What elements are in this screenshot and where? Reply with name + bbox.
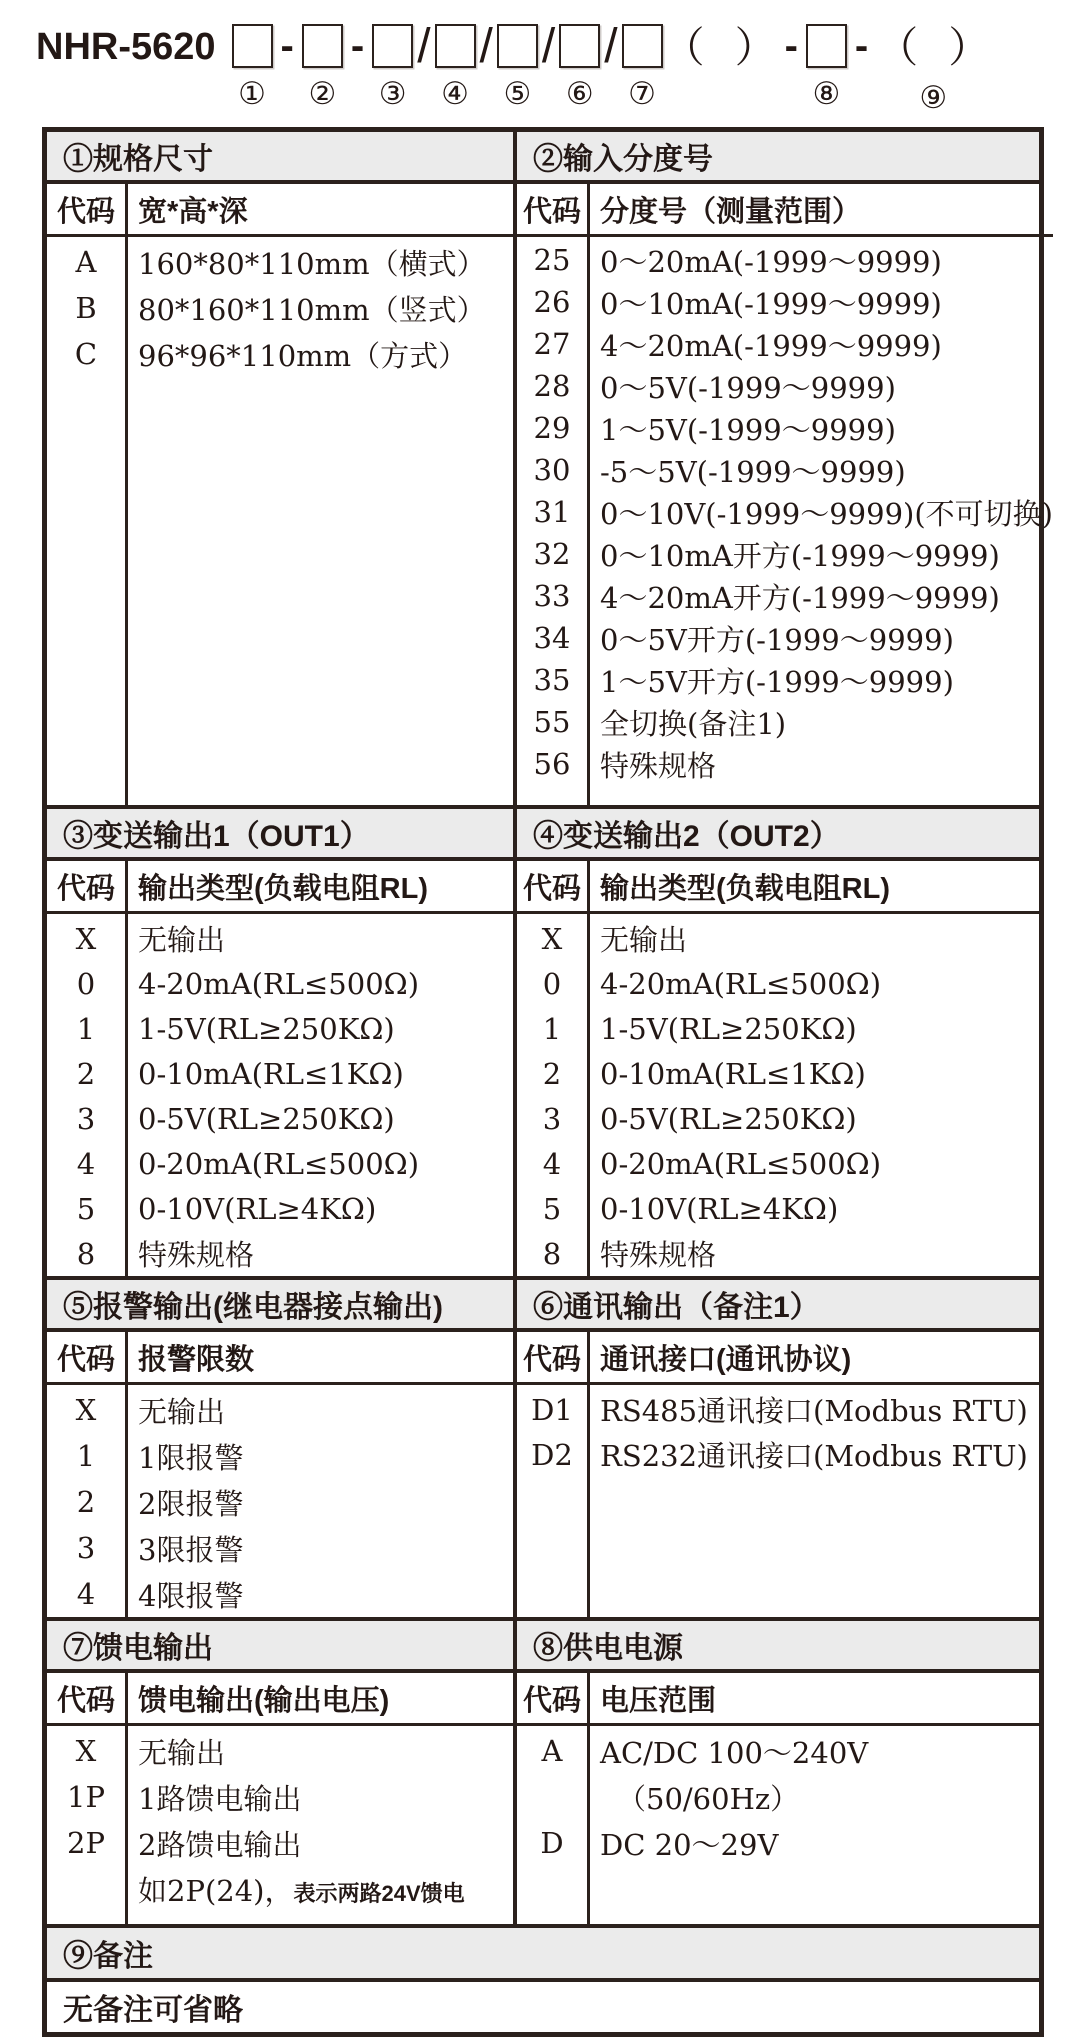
section2-col-code: 代码 <box>522 195 581 228</box>
row-desc: 1-5V(RL≥250KΩ) <box>600 1011 857 1046</box>
table-row <box>47 331 513 377</box>
code-box-2 <box>302 24 343 68</box>
row-code: 3 <box>76 1101 96 1136</box>
row-code: 2P <box>67 1826 105 1860</box>
block-feed-power <box>47 1621 1039 1928</box>
code-position-6 <box>559 24 600 111</box>
row-desc-note: 表示两路24V馈电 <box>293 1880 465 1906</box>
table-row <box>517 239 1053 281</box>
row-code: C <box>74 337 98 371</box>
block-transmit-outputs <box>47 809 1039 1280</box>
table-row <box>517 491 1053 533</box>
row-desc: RS232通讯接口(Modbus RTU) <box>600 1439 1028 1473</box>
code-position-1 <box>232 24 273 111</box>
row-desc: RS485通讯接口(Modbus RTU) <box>600 1394 1028 1428</box>
row-desc: 无输出 <box>600 923 688 957</box>
row-code: 4 <box>76 1577 96 1611</box>
code-column-divider <box>587 861 590 1276</box>
slash-separator: / <box>479 20 493 73</box>
row-desc: 0-20mA(RL≤500Ω) <box>600 1146 882 1181</box>
row-desc: 80*160*110mm（竖式） <box>138 292 486 327</box>
row-code: 1 <box>542 1011 562 1046</box>
section5-body <box>47 1332 513 1617</box>
row-desc: 0-10mA(RL≤1KΩ) <box>600 1056 866 1091</box>
circled-4: ④ <box>441 76 469 112</box>
code-box-1 <box>232 24 273 68</box>
table-row <box>517 1096 1039 1141</box>
section9-title: ⑨备注 <box>63 1940 153 1973</box>
row-code: 25 <box>533 243 571 277</box>
row-code: 2 <box>542 1056 562 1091</box>
table-row <box>47 1774 513 1820</box>
row-desc: （50/60Hz） <box>617 1781 800 1816</box>
circled-2: ② <box>308 76 337 112</box>
row-desc: 无输出 <box>138 1735 226 1770</box>
row-desc: 0-10V(RL≥4KΩ) <box>138 1191 377 1226</box>
section4-col-code: 代码 <box>522 872 581 905</box>
row-code: 26 <box>533 285 571 319</box>
code-box-4 <box>435 24 476 68</box>
row-desc: 4-20mA(RL≤500Ω) <box>600 966 882 1001</box>
circled-8: ⑧ <box>812 76 841 112</box>
section8-col-desc: 电压范围 <box>600 1684 717 1717</box>
table-row <box>517 1231 1039 1276</box>
row-code: 35 <box>533 663 571 697</box>
row-code: 5 <box>76 1191 96 1226</box>
row-code: 2 <box>76 1485 96 1519</box>
table-row <box>47 1186 513 1231</box>
code-column-divider <box>125 1332 128 1617</box>
model-number: NHR-5620 <box>36 26 216 68</box>
slash-separator: / <box>417 20 431 73</box>
code-box-5 <box>497 24 538 68</box>
table-row <box>517 1728 1039 1774</box>
row-code: 32 <box>533 537 571 571</box>
row-code: B <box>75 291 97 325</box>
row-desc: 4～20mA开方(-1999～9999) <box>600 580 1000 615</box>
row-code: X <box>75 921 97 956</box>
section6-body <box>517 1332 1039 1617</box>
code-position-3 <box>372 24 413 111</box>
row-code: 33 <box>533 579 571 613</box>
code-position-2 <box>302 24 343 111</box>
ordering-table <box>42 127 1053 2037</box>
code-box-3 <box>372 24 413 68</box>
section4-col-desc: 输出类型(负载电阻RL) <box>600 872 890 905</box>
row-code: X <box>541 921 563 956</box>
section1-body <box>47 184 513 805</box>
table-row <box>47 1387 513 1433</box>
code-column-divider <box>125 184 128 805</box>
paren-open: （ <box>876 24 919 71</box>
code-position-9 <box>876 24 990 115</box>
code-position-8 <box>806 24 847 111</box>
table-row <box>47 285 513 331</box>
row-desc-main: 如2P(24)， <box>138 1873 294 1908</box>
circled-3: ③ <box>378 76 407 112</box>
block-size-input <box>47 132 1053 809</box>
row-code: 27 <box>533 327 571 361</box>
row-code: D <box>540 1826 564 1860</box>
table-row <box>517 281 1053 323</box>
row-desc: 0～5V开方(-1999～9999) <box>600 622 954 657</box>
table-row <box>47 1728 513 1774</box>
row-desc: 0-20mA(RL≤500Ω) <box>138 1146 420 1181</box>
row-code: 28 <box>533 369 571 403</box>
table-row <box>517 1186 1039 1231</box>
code-position-5 <box>497 24 538 111</box>
slash-separator: / <box>541 20 556 73</box>
table-row <box>47 239 513 285</box>
row-desc: 160*80*110mm（横式） <box>138 246 486 281</box>
remark-note: 无备注可省略 <box>63 1994 243 2027</box>
table-row <box>517 659 1053 701</box>
section2-col-desc: 分度号（测量范围） <box>600 195 862 228</box>
section6-col-desc: 通讯接口(通讯协议) <box>600 1343 852 1376</box>
row-code: 1 <box>76 1011 96 1046</box>
table-row <box>47 1051 513 1096</box>
row-code: 1P <box>67 1780 105 1814</box>
section7-col-desc: 馈电输出(输出电压) <box>138 1684 390 1717</box>
table-row <box>517 1774 1039 1820</box>
row-desc: 2路馈电输出 <box>138 1827 302 1862</box>
section6-title: ⑥通讯输出（备注1） <box>533 1291 820 1324</box>
table-row <box>47 1571 513 1617</box>
row-code: 5 <box>542 1191 562 1226</box>
table-row <box>47 1479 513 1525</box>
section8-col-code: 代码 <box>522 1684 581 1717</box>
section5-title: ⑤报警输出(继电器接点输出) <box>63 1291 443 1324</box>
section7-body <box>47 1673 513 1924</box>
code-box-6 <box>559 24 600 68</box>
code-position-4 <box>435 24 476 111</box>
row-desc: 1-5V(RL≥250KΩ) <box>138 1011 395 1046</box>
section8-body <box>517 1673 1039 1924</box>
section7-title: ⑦馈电输出 <box>63 1632 213 1665</box>
code-position-7 <box>622 24 663 111</box>
slash-separator: / <box>604 20 618 73</box>
row-desc: 无输出 <box>138 923 226 957</box>
row-code: D2 <box>531 1437 573 1472</box>
row-code: 4 <box>542 1146 562 1181</box>
row-code: 29 <box>533 411 571 445</box>
row-desc: -5～5V(-1999～9999) <box>600 454 906 489</box>
row-desc: 0～20mA(-1999～9999) <box>600 244 942 279</box>
paren-close: ） <box>948 24 991 71</box>
row-desc: 0-10mA(RL≤1KΩ) <box>138 1056 404 1091</box>
section-header-band <box>47 809 1039 861</box>
row-desc: 1路馈电输出 <box>138 1781 302 1816</box>
section8-title: ⑧供电电源 <box>533 1632 683 1665</box>
row-code: 34 <box>533 621 571 655</box>
row-code: X <box>75 1734 97 1768</box>
table-row <box>517 1051 1039 1096</box>
table-row <box>47 1006 513 1051</box>
row-desc: 1～5V(-1999～9999) <box>600 412 896 447</box>
section-header-band <box>47 1928 1039 1982</box>
model-code-line <box>36 20 1056 116</box>
paren-close: ） <box>734 24 777 71</box>
row-desc: 无输出 <box>138 1394 226 1429</box>
row-code: 8 <box>542 1236 562 1271</box>
section6-col-code: 代码 <box>522 1343 581 1376</box>
section1-col-desc: 宽*高*深 <box>138 195 248 228</box>
dash-separator: - <box>854 24 869 68</box>
table-row <box>47 916 513 961</box>
row-code: 31 <box>533 495 571 529</box>
table-row <box>47 1141 513 1186</box>
row-desc: 0～5V(-1999～9999) <box>600 370 896 405</box>
code-column-divider <box>587 184 590 805</box>
section3-title: ③变送输出1（OUT1） <box>63 820 370 853</box>
paren-group-7 <box>663 24 777 72</box>
row-code: 8 <box>76 1236 96 1271</box>
code-column-divider <box>125 1673 128 1924</box>
table-row <box>517 961 1039 1006</box>
table-row <box>517 1432 1039 1477</box>
row-desc: 4～20mA(-1999～9999) <box>600 328 942 363</box>
section4-title: ④变送输出2（OUT2） <box>533 820 840 853</box>
block-alarm-comm <box>47 1280 1039 1621</box>
dash-separator: - <box>350 24 365 68</box>
table-row <box>517 1820 1039 1866</box>
code-column-divider <box>125 861 128 1276</box>
row-code: 3 <box>76 1531 96 1565</box>
section1-title: ①规格尺寸 <box>63 143 213 176</box>
section4-body <box>517 861 1039 1276</box>
row-desc: 0-10V(RL≥4KΩ) <box>600 1191 839 1226</box>
row-code: X <box>75 1393 97 1427</box>
row-code: 0 <box>76 966 96 1001</box>
section5-col-desc: 报警限数 <box>138 1343 255 1376</box>
code-column-divider <box>587 1673 590 1924</box>
table-row <box>47 1231 513 1276</box>
row-code: 30 <box>533 453 571 487</box>
table-row <box>517 449 1053 491</box>
table-row <box>517 1141 1039 1186</box>
circled-1: ① <box>238 76 266 112</box>
row-desc <box>125 1869 465 1910</box>
row-desc: DC 20～29V <box>600 1827 779 1862</box>
row-desc: 特殊规格 <box>600 1238 717 1272</box>
table-row <box>517 1006 1039 1051</box>
table-row <box>517 617 1053 659</box>
section-header-band <box>47 1280 1039 1332</box>
table-row <box>47 1096 513 1141</box>
row-code: 4 <box>76 1146 96 1181</box>
table-row <box>517 916 1039 961</box>
dash-separator: - <box>784 24 798 68</box>
section3-body <box>47 861 513 1276</box>
row-desc: 1～5V开方(-1999～9999) <box>600 664 954 699</box>
table-row <box>517 407 1053 449</box>
section3-col-code: 代码 <box>56 872 115 905</box>
row-desc: 0～10mA(-1999～9999) <box>600 286 942 321</box>
section-header-band <box>47 1621 1039 1673</box>
section2-title: ②输入分度号 <box>533 143 713 176</box>
table-row <box>517 575 1053 617</box>
table-row <box>517 743 1053 785</box>
row-desc: 2限报警 <box>138 1486 244 1521</box>
section2-body <box>517 184 1053 805</box>
row-desc: 0-5V(RL≥250KΩ) <box>600 1101 857 1136</box>
circled-5: ⑤ <box>503 76 532 112</box>
table-row <box>47 961 513 1006</box>
table-row <box>517 323 1053 365</box>
code-column-divider <box>587 1332 590 1617</box>
row-desc: AC/DC 100～240V <box>600 1735 869 1770</box>
code-box-7 <box>622 24 663 68</box>
circled-7: ⑦ <box>628 76 656 112</box>
row-code: 55 <box>533 705 571 739</box>
section-header-band <box>47 132 1039 184</box>
section5-col-code: 代码 <box>56 1343 115 1376</box>
section3-col-desc: 输出类型(负载电阻RL) <box>138 872 428 905</box>
row-desc: 0～10V(-1999～9999)(不可切换) <box>600 496 1053 531</box>
row-desc: 3限报警 <box>138 1532 244 1567</box>
row-code: 3 <box>542 1101 562 1136</box>
table-row <box>47 1820 513 1866</box>
section1-col-code: 代码 <box>56 195 115 228</box>
row-code: D1 <box>531 1392 573 1427</box>
row-desc: 特殊规格 <box>600 748 717 783</box>
row-desc: 0～10mA开方(-1999～9999) <box>600 538 1000 573</box>
block-remark <box>47 1928 1039 2032</box>
row-desc: 96*96*110mm（方式） <box>138 338 468 373</box>
table-row <box>517 1387 1039 1432</box>
row-code: 56 <box>533 747 571 781</box>
row-desc: 4-20mA(RL≤500Ω) <box>138 966 420 1001</box>
table-row <box>47 1525 513 1571</box>
row-code: 1 <box>76 1439 96 1473</box>
row-code: 0 <box>542 966 562 1001</box>
row-code: A <box>541 1734 563 1768</box>
code-box-8 <box>806 24 847 68</box>
circled-9: ⑨ <box>919 80 948 116</box>
row-code: 2 <box>76 1056 96 1091</box>
row-code: A <box>75 245 97 279</box>
row-desc: 特殊规格 <box>138 1238 255 1272</box>
table-row <box>47 1433 513 1479</box>
table-row <box>517 365 1053 407</box>
row-desc: 4限报警 <box>138 1578 244 1613</box>
row-desc: 1限报警 <box>138 1440 244 1475</box>
table-row <box>517 701 1053 743</box>
table-row <box>47 1866 513 1912</box>
section7-col-code: 代码 <box>56 1684 115 1717</box>
row-desc: 0-5V(RL≥250KΩ) <box>138 1101 395 1136</box>
paren-open: （ <box>662 24 705 71</box>
circled-6: ⑥ <box>565 76 594 112</box>
table-row <box>517 533 1053 575</box>
row-desc: 全切换(备注1) <box>600 706 787 741</box>
dash-separator: - <box>280 24 294 68</box>
